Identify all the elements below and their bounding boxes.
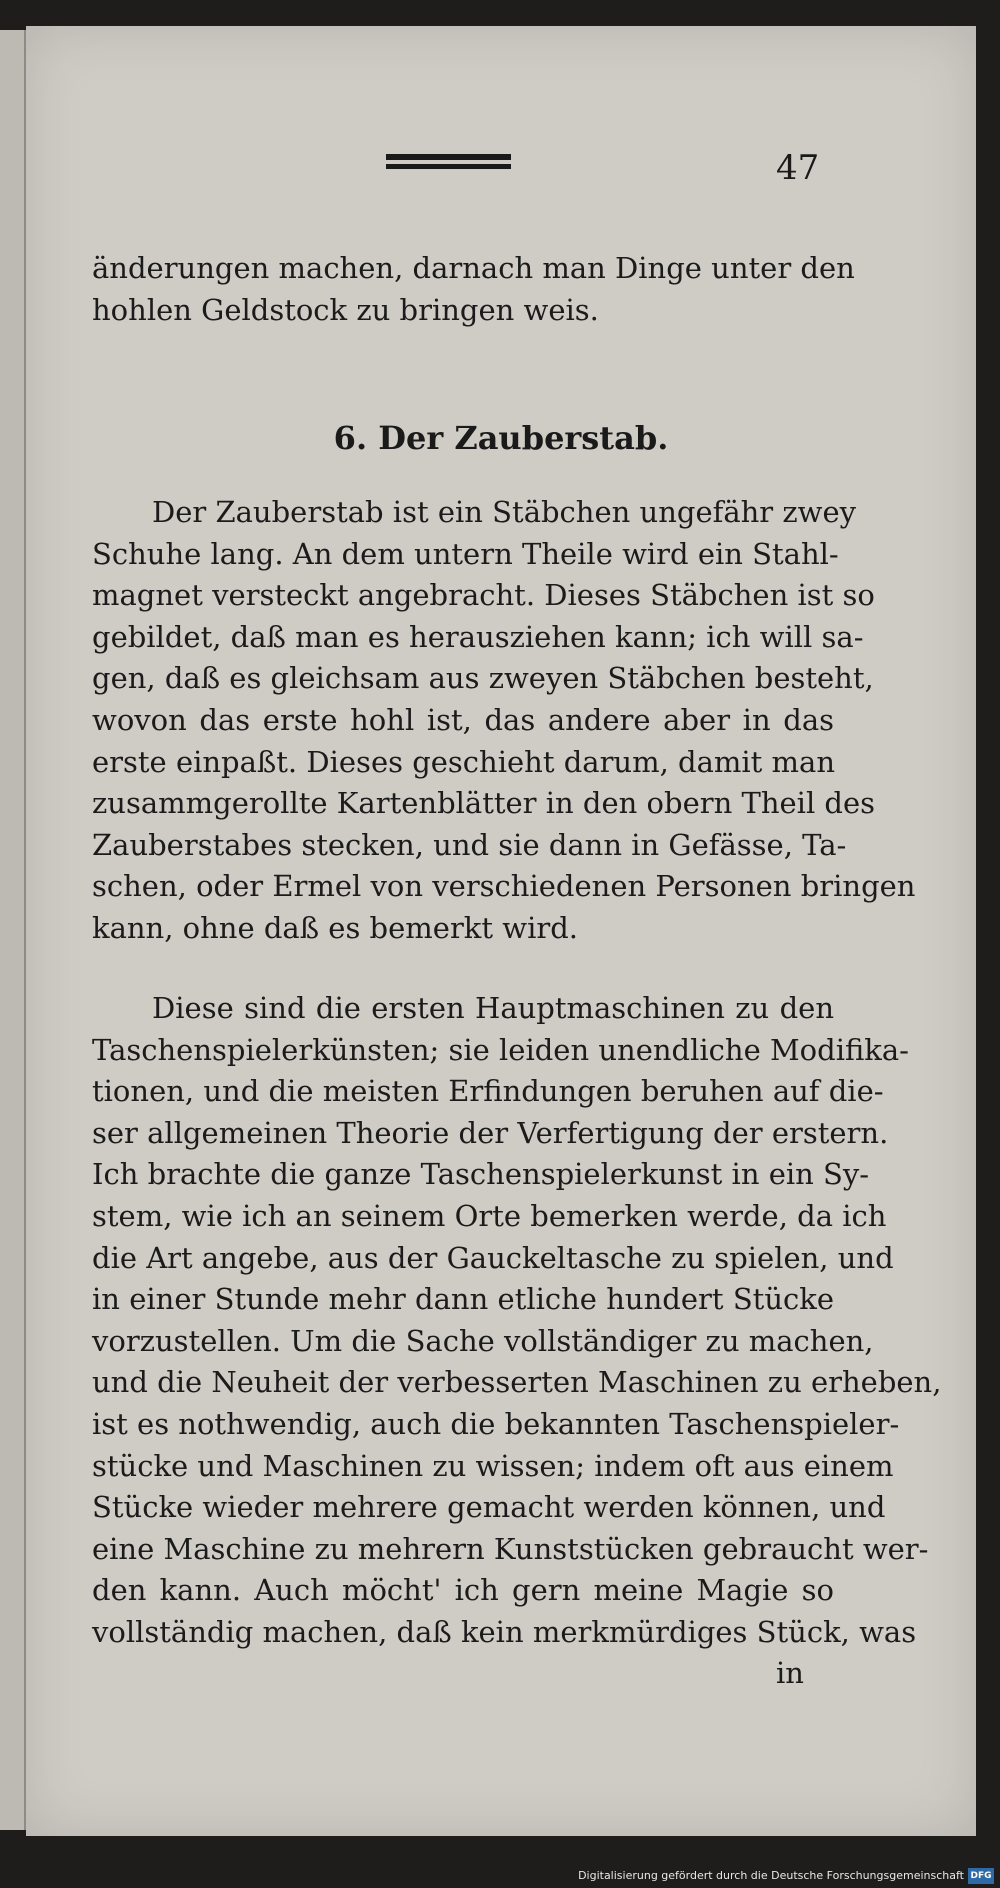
text-line: schen, oder Ermel von verschiedenen Personen bringen: [92, 869, 916, 904]
text-line: ser allgemeinen Theorie der Verfertigung der erstern.: [92, 1115, 889, 1150]
text-line: den kann. Auch möcht' ich gern meine Magie so: [92, 1573, 834, 1608]
text-line: ist es nothwendig, auch die bekannten Taschenspieler-: [92, 1406, 900, 1441]
page-number: 47: [776, 148, 820, 188]
paragraph-hauptmaschinen: [92, 988, 942, 1654]
paragraph-zauberstab: [92, 492, 916, 950]
text-line: änderungen machen, darnach man Dinge unter den: [92, 251, 855, 285]
text-line: erste einpaßt. Dieses geschieht darum, damit man: [92, 744, 836, 779]
facing-page-edge: [0, 30, 26, 1830]
digitization-credit: Digitalisierung gefördert durch die Deutsche Forschungsgemeinschaft: [578, 1869, 964, 1882]
catchword: in: [776, 1656, 804, 1690]
text-line: stem, wie ich an seinem Orte bemerken werde, da ich: [92, 1198, 887, 1233]
text-line: hohlen Geldstock zu bringen weis.: [92, 292, 599, 327]
text-line: Taschenspielerkünsten; sie leiden unendliche Modifika-: [92, 1032, 909, 1067]
text-line: die Art angebe, aus der Gauckeltasche zu spielen, und: [92, 1240, 894, 1275]
section-heading: 6. Der Zauberstab.: [333, 419, 669, 457]
text-line: und die Neuheit der verbesserten Maschinen zu erheben,: [92, 1365, 942, 1400]
text-line: in einer Stunde mehr dann etliche hundert Stücke: [92, 1282, 834, 1317]
dfg-logo: DFG: [968, 1868, 994, 1884]
header-double-rule: [386, 154, 511, 173]
book-page: [26, 26, 976, 1836]
text-line: vorzustellen. Um die Sache vollständiger zu machen,: [92, 1323, 874, 1358]
text-line: Zauberstabes stecken, und sie dann in Gefässe, Ta-: [92, 827, 847, 862]
text-line: Schuhe lang. An dem untern Theile wird ein Stahl-: [92, 536, 839, 571]
text-line: Der Zauberstab ist ein Stäbchen ungefähr zwey: [152, 495, 857, 529]
text-line: wovon das erste hohl ist, das andere aber in das: [92, 702, 834, 737]
text-line: zusammgerollte Kartenblätter in den obern Theil des: [92, 786, 876, 821]
text-line: magnet versteckt angebracht. Dieses Stäbchen ist so: [92, 578, 875, 613]
text-line: tionen, und die meisten Erfindungen beruhen auf die-: [92, 1074, 884, 1109]
text-line: Diese sind die ersten Hauptmaschinen zu den: [152, 991, 834, 1025]
text-line: gen, daß es gleichsam aus zweyen Stäbchen besteht,: [92, 661, 874, 696]
text-line: Ich brachte die ganze Taschenspielerkunst in ein Sy-: [92, 1157, 870, 1192]
text-line: eine Maschine zu mehrern Kunststücken gebraucht wer-: [92, 1531, 929, 1566]
text-line: stücke und Maschinen zu wissen; indem oft aus einem: [92, 1448, 894, 1483]
continuation-text: [92, 248, 855, 331]
text-line: gebildet, daß man es herausziehen kann; ich will sa-: [92, 619, 864, 654]
text-line: vollständig machen, daß kein merkmürdiges Stück, was: [92, 1614, 917, 1649]
text-line: kann, ohne daß es bemerkt wird.: [92, 910, 578, 945]
text-line: Stücke wieder mehrere gemacht werden können, und: [92, 1490, 886, 1525]
